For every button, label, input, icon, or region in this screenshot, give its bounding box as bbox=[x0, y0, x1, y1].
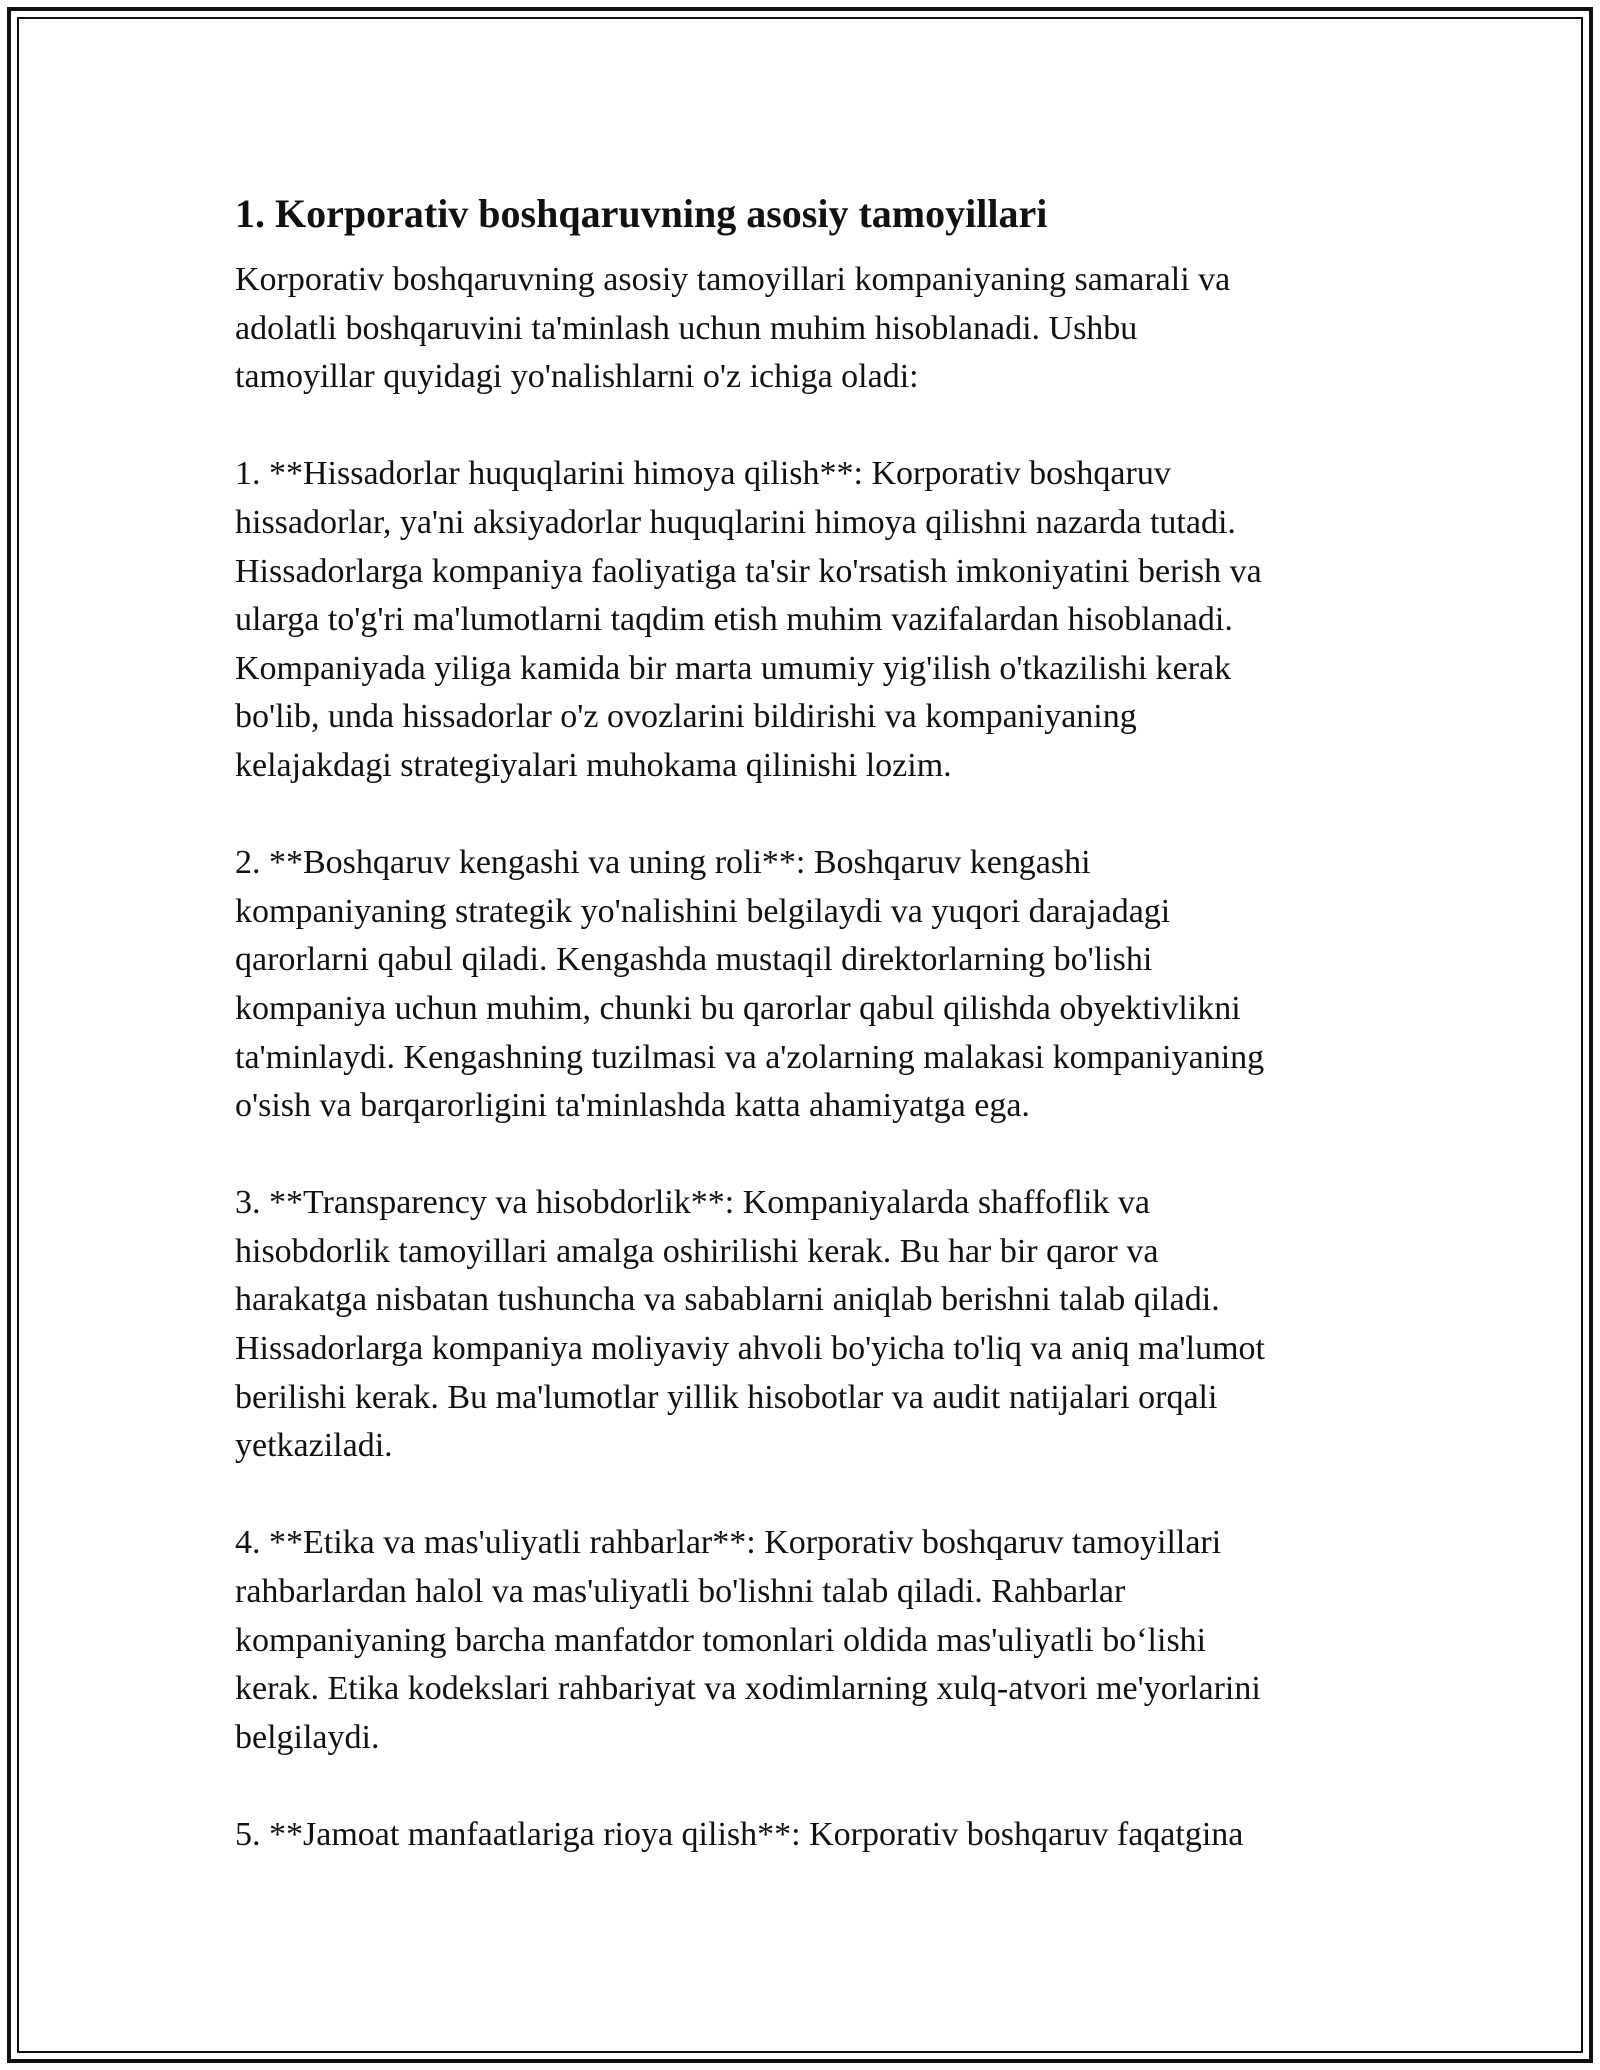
paragraph-line: ularga to'g'ri ma'lumotlarni taqdim etish muhim vazifalardan hisoblanadi. bbox=[235, 601, 1233, 639]
paragraph-line: kompaniyaning barcha manfatdor tomonlari oldida mas'uliyatli bo‘lishi bbox=[235, 1621, 1207, 1659]
paragraph bbox=[235, 450, 1365, 790]
paragraph-line: qarorlarni qabul qiladi. Kengashda mustaqil direktorlarning bo'lishi bbox=[235, 941, 1153, 979]
paragraph-line: 5. **Jamoat manfaatlariga rioya qilish**: Korporativ boshqaruv faqatgina bbox=[235, 1816, 1244, 1853]
paragraph-line: kerak. Etika kodekslari rahbariyat va xodimlarning xulq-atvori me'yorlarini bbox=[235, 1670, 1261, 1708]
paragraph-line: Kompaniyada yiliga kamida bir marta umumiy yig'ilish o'tkazilishi kerak bbox=[235, 649, 1232, 687]
paragraph-line: adolatli boshqaruvini ta'minlash uchun muhim hisoblanadi. Ushbu bbox=[235, 309, 1138, 347]
paragraph-list bbox=[235, 256, 1365, 1860]
paragraph-line: hisobdorlik tamoyillari amalga oshirilishi kerak. Bu har bir qaror va bbox=[235, 1232, 1159, 1270]
paragraph-line: 2. **Boshqaruv kengashi va uning roli**: Boshqaruv kengashi bbox=[235, 844, 1091, 882]
paragraph-line: o'sish va barqarorligini ta'minlashda katta ahamiyatga ega. bbox=[235, 1087, 1030, 1125]
paragraph-line: belgilaydi. bbox=[235, 1718, 380, 1756]
paragraph-line: ta'minlaydi. Kengashning tuzilmasi va a'zolarning malakasi kompaniyaning bbox=[235, 1038, 1265, 1076]
section-heading: 1. Korporativ boshqaruvning asosiy tamoyillari bbox=[235, 191, 1048, 236]
paragraph-line: 3. **Transparency va hisobdorlik**: Kompaniyalarda shaffoflik va bbox=[235, 1184, 1150, 1222]
paragraph bbox=[235, 839, 1365, 1131]
paragraph-line: kompaniyaning strategik yo'nalishini belgilaydi va yuqori darajadagi bbox=[235, 892, 1171, 930]
paragraph-line: hissadorlar, ya'ni aksiyadorlar huquqlarini himoya qilishni nazarda tutadi. bbox=[235, 503, 1236, 541]
paragraph bbox=[235, 1811, 1365, 1860]
paragraph-line: Hissadorlarga kompaniya faoliyatiga ta'sir ko'rsatish imkoniyatini berish va bbox=[235, 552, 1262, 590]
paragraph bbox=[235, 1179, 1365, 1471]
paragraph-line: 1. **Hissadorlar huquqlarini himoya qilish**: Korporativ boshqaruv bbox=[235, 455, 1171, 493]
paragraph-line: kompaniya uchun muhim, chunki bu qarorlar qabul qilishda obyektivlikni bbox=[235, 989, 1241, 1027]
paragraph-line: 4. **Etika va mas'uliyatli rahbarlar**: Korporativ boshqaruv tamoyillari bbox=[235, 1524, 1222, 1562]
paragraph-line: Hissadorlarga kompaniya moliyaviy ahvoli bo'yicha to'liq va aniq ma'lumot bbox=[235, 1330, 1265, 1368]
document-body bbox=[235, 188, 1365, 1908]
paragraph-line: yetkaziladi. bbox=[235, 1427, 393, 1465]
paragraph-line: harakatga nisbatan tushuncha va sabablarni aniqlab berishni talab qiladi. bbox=[235, 1281, 1220, 1319]
paragraph-line: kelajakdagi strategiyalari muhokama qilinishi lozim. bbox=[235, 746, 952, 784]
paragraph-line: bo'lib, unda hissadorlar o'z ovozlarini bildirishi va kompaniyaning bbox=[235, 698, 1137, 736]
paragraph-line: tamoyillar quyidagi yo'nalishlarni o'z ichiga oladi: bbox=[235, 358, 919, 396]
paragraph-line: berilishi kerak. Bu ma'lumotlar yillik hisobotlar va audit natijalari orqali bbox=[235, 1378, 1218, 1416]
paragraph-line: rahbarlardan halol va mas'uliyatli bo'lishni talab qiladi. Rahbarlar bbox=[235, 1573, 1126, 1611]
paragraph-line: Korporativ boshqaruvning asosiy tamoyillari kompaniyaning samarali va bbox=[235, 261, 1231, 298]
paragraph bbox=[235, 1519, 1365, 1762]
paragraph bbox=[235, 256, 1365, 402]
